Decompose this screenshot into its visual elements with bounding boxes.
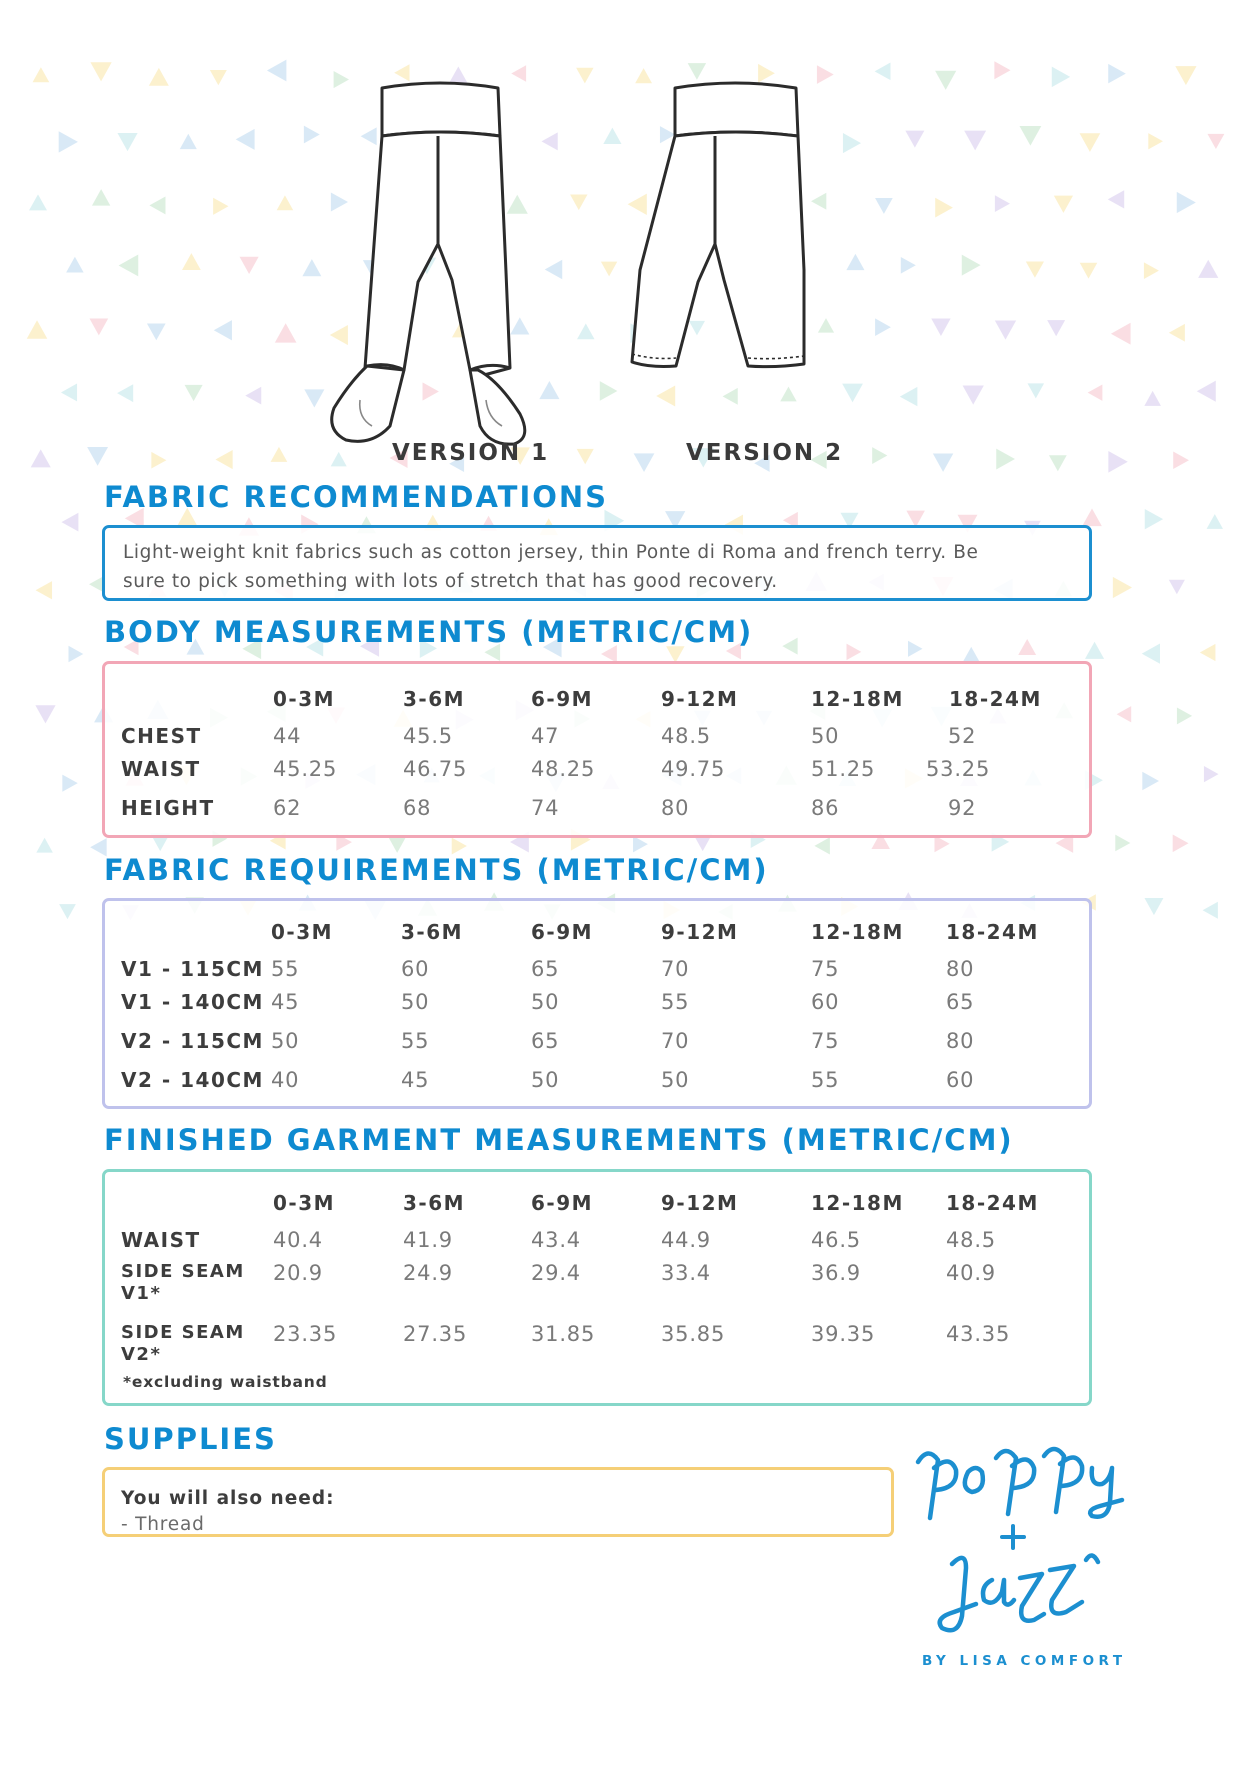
table-cell: 65 <box>531 1029 560 1053</box>
finished-measurements-box <box>102 1169 1092 1406</box>
table-cell: 65 <box>946 990 975 1014</box>
table-cell: 31.85 <box>531 1322 596 1346</box>
table-row <box>121 1029 1081 1068</box>
table-cell: 52 <box>948 724 977 748</box>
table-cell: 45.5 <box>403 724 453 748</box>
version-1-pants-drawing <box>332 83 525 444</box>
row-label-v1-140: V1 - 140CM <box>121 990 264 1014</box>
size-header: 3-6M <box>401 920 464 944</box>
table-cell: 80 <box>661 796 690 820</box>
table-cell: 80 <box>946 957 975 981</box>
brand-byline: BY LISA COMFORT <box>922 1653 1127 1669</box>
table-cell: 35.85 <box>661 1322 726 1346</box>
row-label-line-1: SIDE SEAM <box>121 1322 245 1343</box>
size-header: 0-3M <box>273 1191 336 1215</box>
size-header: 3-6M <box>403 687 466 711</box>
table-row <box>121 757 1081 796</box>
size-header: 12-18M <box>811 1191 904 1215</box>
table-cell: 92 <box>948 796 977 820</box>
table-cell: 23.35 <box>273 1322 338 1346</box>
fabric-recommendations-box <box>102 525 1092 601</box>
size-header: 9-12M <box>661 1191 739 1215</box>
supplies-item: - Thread <box>121 1514 205 1535</box>
table-cell: 47 <box>531 724 560 748</box>
table-cell: 48.5 <box>661 724 711 748</box>
row-label-height: HEIGHT <box>121 796 215 820</box>
row-label-waist: WAIST <box>121 757 201 781</box>
finished-header-row <box>121 1184 1081 1222</box>
table-cell: 55 <box>401 1029 430 1053</box>
table-row <box>121 796 1081 835</box>
row-label-v2-140: V2 - 140CM <box>121 1068 264 1092</box>
table-cell: 40.9 <box>946 1261 996 1285</box>
finished-measurements-table <box>121 1184 1081 1372</box>
table-cell: 43.35 <box>946 1322 1011 1346</box>
table-cell: 51.25 <box>811 757 876 781</box>
table-cell: 60 <box>811 990 840 1014</box>
table-cell: 74 <box>531 796 560 820</box>
table-row <box>121 990 1081 1029</box>
table-cell: 45.25 <box>273 757 338 781</box>
supplies-heading: You will also need: <box>121 1488 335 1509</box>
row-label-side-seam-v1 <box>121 1261 273 1322</box>
table-row <box>121 951 1081 990</box>
table-cell: 39.35 <box>811 1322 876 1346</box>
table-cell: 65 <box>531 957 560 981</box>
table-cell: 86 <box>811 796 840 820</box>
table-row <box>121 1261 1081 1322</box>
row-label-v2-115: V2 - 115CM <box>121 1029 264 1053</box>
table-cell: 36.9 <box>811 1261 861 1285</box>
size-header: 12-18M <box>811 920 904 944</box>
table-cell: 41.9 <box>403 1228 453 1252</box>
poppy-jazz-logo <box>910 1440 1130 1640</box>
table-cell: 49.75 <box>661 757 726 781</box>
size-header: 18-24M <box>946 920 1039 944</box>
version-2-pants-drawing <box>632 83 804 367</box>
row-label-chest: CHEST <box>121 724 202 748</box>
table-cell: 45 <box>271 990 300 1014</box>
table-cell: 50 <box>661 1068 690 1092</box>
supplies-box <box>102 1467 894 1537</box>
fabric-text-line-2: sure to pick something with lots of stretch that has good recovery. <box>123 571 778 592</box>
size-header: 6-9M <box>531 1191 594 1215</box>
table-cell: 40 <box>271 1068 300 1092</box>
table-cell: 70 <box>661 957 690 981</box>
finished-measurements-title: FINISHED GARMENT MEASUREMENTS (METRIC/CM) <box>104 1123 1014 1157</box>
size-header: 6-9M <box>531 687 594 711</box>
body-measurements-box <box>102 661 1092 838</box>
table-cell: 50 <box>401 990 430 1014</box>
table-cell: 46.75 <box>403 757 468 781</box>
table-cell: 80 <box>946 1029 975 1053</box>
fabric-requirements-title: FABRIC REQUIREMENTS (METRIC/CM) <box>104 853 769 887</box>
size-header: 6-9M <box>531 920 594 944</box>
waistband-footnote: *excluding waistband <box>123 1373 328 1391</box>
table-cell: 50 <box>531 990 560 1014</box>
table-cell: 60 <box>946 1068 975 1092</box>
table-cell: 50 <box>531 1068 560 1092</box>
table-cell: 75 <box>811 1029 840 1053</box>
body-measurements-table <box>121 680 1081 835</box>
size-header: 3-6M <box>403 1191 466 1215</box>
row-label-line-1: SIDE SEAM <box>121 1261 245 1282</box>
fabric-text-line-1: Light-weight knit fabrics such as cotton jersey, thin Ponte di Roma and french terry. Be <box>123 542 979 563</box>
row-label-waist <box>121 1222 273 1261</box>
table-cell: 68 <box>403 796 432 820</box>
row-label-line-1: WAIST <box>121 1228 201 1252</box>
table-cell: 62 <box>273 796 302 820</box>
table-cell: 55 <box>811 1068 840 1092</box>
table-cell: 75 <box>811 957 840 981</box>
table-cell: 50 <box>271 1029 300 1053</box>
table-cell: 43.4 <box>531 1228 581 1252</box>
table-row <box>121 1222 1081 1261</box>
row-label-side-seam-v2 <box>121 1322 273 1372</box>
table-cell: 53.25 <box>926 757 991 781</box>
table-cell: 55 <box>661 990 690 1014</box>
table-cell: 60 <box>401 957 430 981</box>
size-header: 9-12M <box>661 687 739 711</box>
body-measurements-title: BODY MEASUREMENTS (METRIC/CM) <box>104 615 754 649</box>
size-header: 0-3M <box>271 920 334 944</box>
table-cell: 20.9 <box>273 1261 323 1285</box>
row-label-line-2: V1* <box>121 1283 162 1304</box>
table-cell: 48.25 <box>531 757 596 781</box>
size-header: 18-24M <box>949 687 1042 711</box>
table-cell: 29.4 <box>531 1261 581 1285</box>
fabric-requirements-box <box>102 898 1092 1109</box>
version-1-label: VERSION 1 <box>392 440 550 466</box>
size-header: 0-3M <box>273 687 336 711</box>
table-cell: 40.4 <box>273 1228 323 1252</box>
table-cell: 45 <box>401 1068 430 1092</box>
size-header: 12-18M <box>811 687 904 711</box>
fabric-recommendations-text <box>105 528 1089 606</box>
table-cell: 27.35 <box>403 1322 468 1346</box>
size-header: 9-12M <box>661 920 739 944</box>
table-cell: 55 <box>271 957 300 981</box>
body-header-row <box>121 680 1081 718</box>
table-cell: 44 <box>273 724 302 748</box>
supplies-title: SUPPLIES <box>104 1422 277 1456</box>
table-cell: 33.4 <box>661 1261 711 1285</box>
table-cell: 50 <box>811 724 840 748</box>
requirements-header-row <box>121 913 1081 951</box>
version-2-label: VERSION 2 <box>686 440 844 466</box>
row-label-line-2: V2* <box>121 1344 162 1365</box>
table-cell: 48.5 <box>946 1228 996 1252</box>
table-row <box>121 1068 1081 1107</box>
table-cell: 46.5 <box>811 1228 861 1252</box>
fabric-recommendations-title: FABRIC RECOMMENDATIONS <box>104 480 609 514</box>
table-row <box>121 718 1081 757</box>
fabric-requirements-table <box>121 913 1081 1107</box>
table-cell: 70 <box>661 1029 690 1053</box>
table-cell: 24.9 <box>403 1261 453 1285</box>
table-cell: 44.9 <box>661 1228 711 1252</box>
size-header: 18-24M <box>946 1191 1039 1215</box>
pants-illustrations <box>320 70 920 470</box>
row-label-v1-115: V1 - 115CM <box>121 957 264 981</box>
table-row <box>121 1322 1081 1372</box>
